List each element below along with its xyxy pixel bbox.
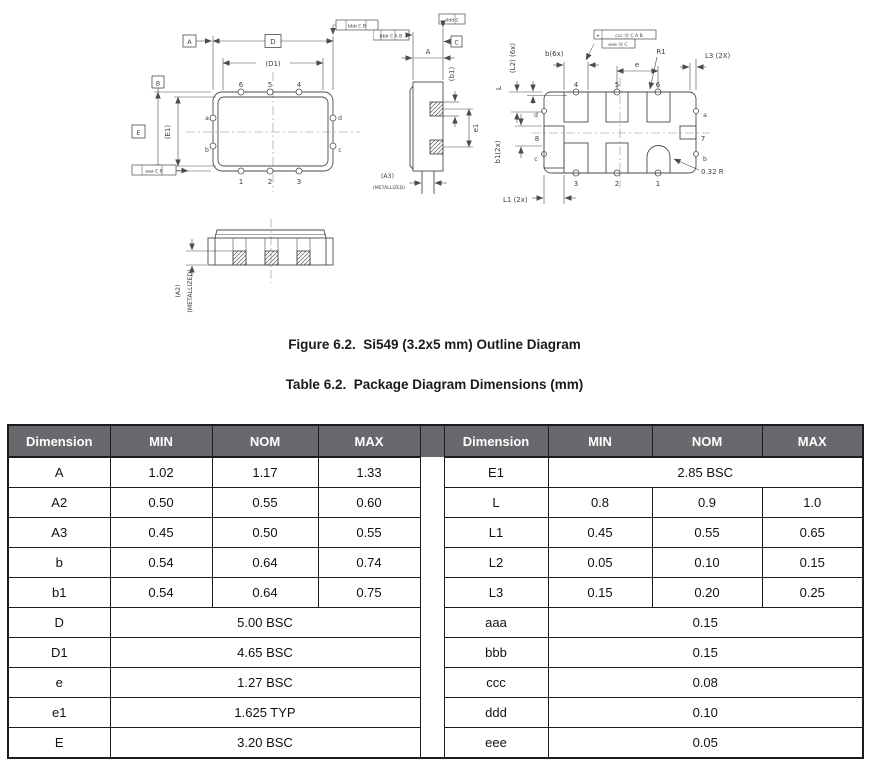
- dim-cell: e1: [8, 698, 110, 728]
- value-cell: 5.00 BSC: [110, 608, 420, 638]
- pin-label: 4: [296, 81, 302, 89]
- package-outline: [208, 230, 333, 265]
- pin-label: 2: [267, 178, 273, 186]
- dim-b: [545, 50, 599, 90]
- value-cell: 3.20 BSC: [110, 728, 420, 759]
- value-cell: 0.8: [548, 488, 652, 518]
- header-nom: NOM: [212, 425, 318, 457]
- value-cell: 0.54: [110, 548, 212, 578]
- dim-l2: [509, 43, 533, 104]
- table-gap-spacer: [420, 457, 444, 758]
- dim-cell: E: [8, 728, 110, 759]
- dim-e1: [164, 97, 216, 166]
- dim-e1-label: e1: [472, 123, 480, 133]
- header-dimension: Dimension: [8, 425, 110, 457]
- pin-label: 1: [238, 178, 244, 186]
- feature-control-frame: [586, 30, 656, 60]
- datum-c: [444, 36, 462, 47]
- corner-letters: [205, 115, 342, 154]
- dim-cell: D1: [8, 638, 110, 668]
- dim-d-label: D: [270, 38, 276, 46]
- header-min: MIN: [548, 425, 652, 457]
- corner-label: a: [205, 115, 209, 122]
- corner-label: c: [338, 147, 342, 154]
- value-cell: 0.50: [110, 488, 212, 518]
- fcf-top-right-label: bbb C B: [347, 24, 367, 30]
- dim-cell: L2: [444, 548, 548, 578]
- datum-b: [152, 76, 164, 92]
- value-cell: 0.55: [212, 488, 318, 518]
- dimensions-table: [7, 424, 864, 759]
- a3-note: (A3): [381, 173, 394, 180]
- dim-e1: [443, 109, 480, 147]
- pin-label: 7: [700, 135, 706, 143]
- feature-control-frame-bottom-left: [132, 165, 188, 175]
- table-row: [8, 457, 863, 488]
- dim-e-label: E: [136, 130, 141, 137]
- fcf-left-label: bbb C A B: [379, 34, 403, 40]
- header-max: MAX: [762, 425, 863, 457]
- a2-note: (A2): [175, 284, 182, 298]
- corner-letters: [534, 112, 707, 163]
- value-cell: 0.55: [652, 518, 762, 548]
- fcf-bottom-left-label: aaa C B: [145, 169, 163, 175]
- dim-cell: L3: [444, 578, 548, 608]
- table-caption: Table 6.2. Package Diagram Dimensions (mm): [285, 377, 584, 392]
- dim-a3: [373, 173, 447, 191]
- value-cell: 0.15: [762, 548, 863, 578]
- dim-l2-label: (L2) (6x): [509, 42, 517, 74]
- datum-b-label: B: [155, 80, 161, 88]
- value-cell: 0.9: [652, 488, 762, 518]
- value-cell: 0.74: [318, 548, 420, 578]
- value-cell: 0.55: [318, 518, 420, 548]
- value-cell: 2.85 BSC: [548, 457, 863, 488]
- metallized-note: (METALLIZED): [187, 269, 194, 313]
- pin-label: 4: [573, 81, 579, 89]
- value-cell: 0.15: [548, 578, 652, 608]
- header-row: [8, 425, 863, 457]
- feature-control-frame-right: [439, 14, 465, 27]
- fcf-position-symbol: ⌖: [596, 33, 600, 39]
- dim-e-label: e: [634, 61, 640, 69]
- dim-l1-label: L1 (2x): [503, 196, 528, 204]
- value-cell: 1.27 BSC: [110, 668, 420, 698]
- dim-cell: L: [444, 488, 548, 518]
- value-cell: 0.10: [652, 548, 762, 578]
- dim-cell: A3: [8, 518, 110, 548]
- metallized-note: (METALLIZED): [373, 186, 406, 191]
- dim-b1-label: b1(2x): [494, 140, 502, 164]
- corner-label: d: [338, 115, 342, 122]
- value-cell: 1.625 TYP: [110, 698, 420, 728]
- corner-label: b: [703, 156, 707, 163]
- value-cell: 0.64: [212, 548, 318, 578]
- corner-label: a: [703, 112, 707, 119]
- dim-b1: [443, 67, 459, 127]
- value-cell: 0.05: [548, 548, 652, 578]
- fcf-row1-label: ccc Ⓜ C A B: [615, 33, 643, 39]
- dim-cell: ddd: [444, 698, 548, 728]
- value-cell: 0.75: [318, 578, 420, 608]
- dim-cell: A: [8, 457, 110, 488]
- dim-cell: bbb: [444, 638, 548, 668]
- pin-label: 2: [614, 180, 620, 188]
- value-cell: 0.15: [548, 608, 863, 638]
- dim-cell: L1: [444, 518, 548, 548]
- value-cell: 0.50: [212, 518, 318, 548]
- corner-label: b: [205, 147, 209, 154]
- datum-a: [183, 35, 212, 47]
- dim-cell: e: [8, 668, 110, 698]
- pin-label: 6: [655, 81, 661, 89]
- bottom-view-diagram: [487, 6, 757, 218]
- datum-a-label: A: [187, 39, 192, 46]
- header-nom: NOM: [652, 425, 762, 457]
- dim-cell: b1: [8, 578, 110, 608]
- side-view-diagram: [373, 6, 498, 212]
- header-dimension: Dimension: [444, 425, 548, 457]
- centerlines: [186, 72, 360, 192]
- value-cell: 0.05: [548, 728, 863, 759]
- dim-l3: [680, 52, 731, 90]
- value-cell: 0.65: [762, 518, 863, 548]
- dim-l3-label: L3 (2X): [705, 52, 731, 60]
- dim-e: [614, 61, 658, 89]
- pin-label: 3: [296, 178, 302, 186]
- dim-b1-label: (b1): [448, 66, 456, 82]
- dim-a-label: A: [425, 48, 431, 56]
- dim-cell: b: [8, 548, 110, 578]
- value-cell: 0.45: [548, 518, 652, 548]
- package-outline: [527, 89, 699, 176]
- top-view-diagram: [130, 6, 390, 212]
- datum-c-label: C: [454, 39, 459, 47]
- value-cell: 1.33: [318, 457, 420, 488]
- dim-r-label: 0.32 R: [701, 168, 724, 176]
- pin-label: 5: [614, 81, 620, 89]
- package-outline: [410, 82, 443, 194]
- value-cell: 1.0: [762, 488, 863, 518]
- value-cell: 0.60: [318, 488, 420, 518]
- pin-label: 3: [573, 180, 579, 188]
- dim-cell: D: [8, 608, 110, 638]
- value-cell: 0.15: [548, 638, 863, 668]
- header-min: MIN: [110, 425, 212, 457]
- value-cell: 0.10: [548, 698, 863, 728]
- value-cell: 0.64: [212, 578, 318, 608]
- feature-control-frame-top-right: [333, 20, 378, 35]
- pin-label: 1: [655, 180, 661, 188]
- header-max: MAX: [318, 425, 420, 457]
- dim-cell: ccc: [444, 668, 548, 698]
- dim-cell: aaa: [444, 608, 548, 638]
- dim-a2: [175, 239, 232, 313]
- dim-l-label: L: [495, 86, 503, 90]
- pin-label: 5: [267, 81, 273, 89]
- value-cell: 0.54: [110, 578, 212, 608]
- dim-cell: E1: [444, 457, 548, 488]
- corner-label: c: [534, 156, 538, 163]
- pin-label: 8: [534, 135, 540, 143]
- dim-e1-label: (E1): [164, 124, 172, 140]
- dim-d1-label: (D1): [265, 60, 281, 68]
- value-cell: 4.65 BSC: [110, 638, 420, 668]
- value-cell: 0.25: [762, 578, 863, 608]
- dim-b-label: b(6x): [545, 50, 564, 58]
- dim-l1: [503, 175, 579, 204]
- feature-control-frame-left: [373, 30, 412, 40]
- value-cell: 1.17: [212, 457, 318, 488]
- value-cell: 1.02: [110, 457, 212, 488]
- figure-caption: Figure 6.2. Si549 (3.2x5 mm) Outline Diagram: [288, 337, 581, 352]
- front-view-diagram: [168, 213, 393, 330]
- dim-cell: eee: [444, 728, 548, 759]
- dim-r1-label: R1: [656, 48, 666, 56]
- value-cell: 0.20: [652, 578, 762, 608]
- dim-cell: A2: [8, 488, 110, 518]
- corner-label: d: [534, 112, 538, 119]
- pin-label: 6: [238, 81, 244, 89]
- centerlines: [532, 78, 710, 188]
- value-cell: 0.08: [548, 668, 863, 698]
- fcf-row2-label: eee Ⓜ C: [608, 42, 628, 48]
- fcf-right-label: ddd C: [445, 18, 459, 24]
- value-cell: 0.45: [110, 518, 212, 548]
- header-gap: [420, 425, 444, 457]
